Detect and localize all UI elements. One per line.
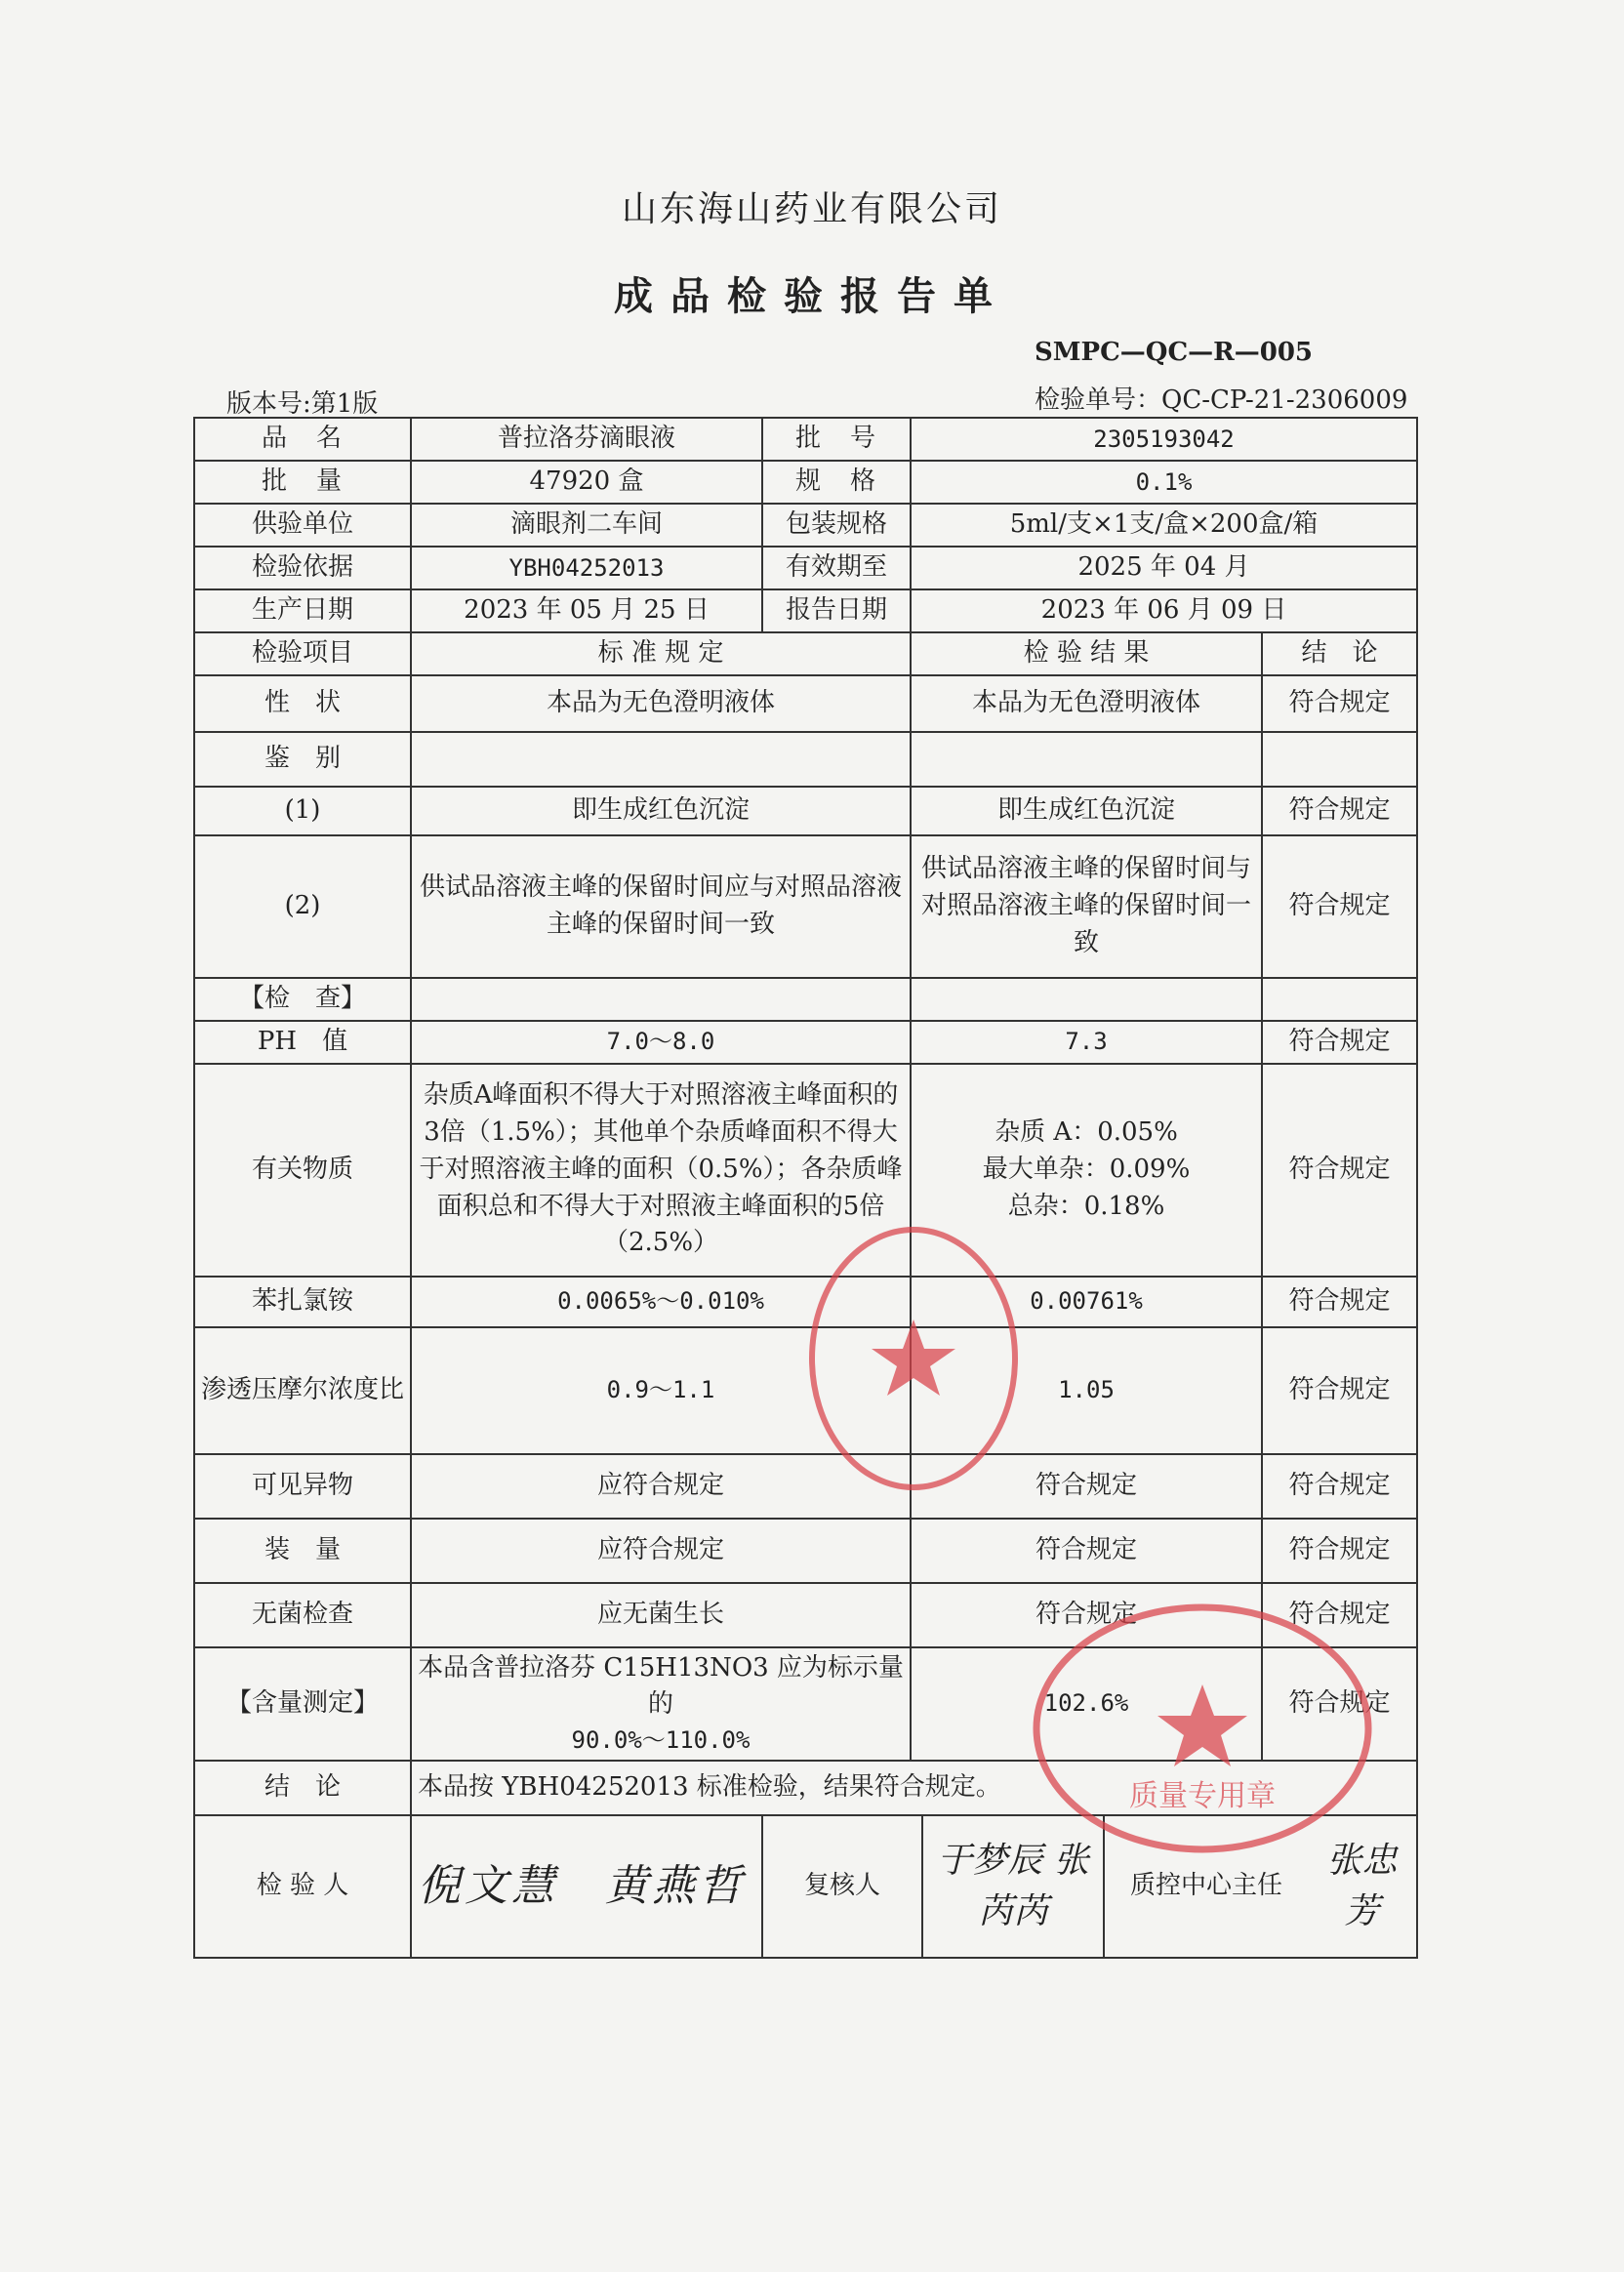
result-cell: 即生成红色沉淀 xyxy=(911,787,1262,835)
spec-value: 0.1% xyxy=(911,461,1417,504)
table-row xyxy=(194,978,1417,1021)
standard-cell xyxy=(411,978,911,1021)
conclusion-cell: 符合规定 xyxy=(1262,1021,1417,1064)
conclusion-cell: 符合规定 xyxy=(1262,1327,1417,1454)
item-cell: 鉴 别 xyxy=(194,732,411,787)
result-cell: 符合规定 xyxy=(911,1454,1262,1519)
version-number: 版本号:第1版 xyxy=(226,389,379,419)
result-cell: 1.05 xyxy=(911,1327,1262,1454)
conclusion-cell: 符合规定 xyxy=(1262,1454,1417,1519)
result-cell: 符合规定 xyxy=(911,1519,1262,1583)
item-cell: 可见异物 xyxy=(194,1454,411,1519)
supplier-label: 供验单位 xyxy=(194,504,411,547)
standard-cell: 供试品溶液主峰的保留时间应与对照品溶液主峰的保留时间一致 xyxy=(411,835,911,978)
table-row xyxy=(194,589,1417,632)
item-cell: 性 状 xyxy=(194,675,411,732)
expiry-label: 有效期至 xyxy=(762,547,911,589)
conclusion-cell: 符合规定 xyxy=(1262,1647,1417,1761)
item-cell: 有关物质 xyxy=(194,1064,411,1277)
conclusion-cell: 符合规定 xyxy=(1262,787,1417,835)
expiry-value: 2025 年 04 月 xyxy=(911,547,1417,589)
conclusion-cell: 符合规定 xyxy=(1262,835,1417,978)
column-header-result: 检 验 结 果 xyxy=(911,632,1262,675)
result-cell xyxy=(911,978,1262,1021)
director-signature: 张忠芳 xyxy=(1326,1840,1398,1931)
column-header-item: 检验项目 xyxy=(194,632,411,675)
conclusion-cell: 符合规定 xyxy=(1262,675,1417,732)
table-row xyxy=(194,547,1417,589)
final-conclusion-text: 本品按 YBH04252013 标准检验，结果符合规定。 xyxy=(411,1761,1417,1815)
table-row xyxy=(194,1021,1417,1064)
item-cell: 结 论 xyxy=(194,1761,411,1815)
basis-value: YBH04252013 xyxy=(411,547,762,589)
table-row xyxy=(194,1647,1417,1761)
package-label: 包装规格 xyxy=(762,504,911,547)
standard-cell: 应符合规定 xyxy=(411,1454,911,1519)
package-value: 5ml/支×1支/盒×200盒/箱 xyxy=(911,504,1417,547)
standard-cell xyxy=(411,1647,911,1761)
table-row xyxy=(194,1064,1417,1277)
table-row xyxy=(194,1454,1417,1519)
batch-no-label: 批 号 xyxy=(762,418,911,461)
item-cell: 【含量测定】 xyxy=(194,1647,411,1761)
signature-row xyxy=(194,1815,1417,1958)
standard-cell: 应无菌生长 xyxy=(411,1583,911,1647)
spec-label: 规 格 xyxy=(762,461,911,504)
inspector-signature xyxy=(411,1815,762,1958)
report-date-label: 报告日期 xyxy=(762,589,911,632)
reviewer-signature: 于梦辰 张芮芮 xyxy=(922,1816,1104,1957)
document-code: SMPC—QC—R—005 xyxy=(1035,338,1314,367)
item-cell: (2) xyxy=(194,835,411,978)
result-cell: 供试品溶液主峰的保留时间与对照品溶液主峰的保留时间一致 xyxy=(911,835,1262,978)
item-cell: (1) xyxy=(194,787,411,835)
supplier-value: 滴眼剂二车间 xyxy=(411,504,762,547)
assay-standard-line-2: 90.0%～110.0% xyxy=(571,1726,751,1755)
item-cell: 苯扎氯铵 xyxy=(194,1277,411,1327)
table-row xyxy=(194,835,1417,978)
batch-no-value: 2305193042 xyxy=(911,418,1417,461)
signature-subcell xyxy=(762,1815,1417,1958)
table-row xyxy=(194,1277,1417,1327)
standard-cell: 杂质A峰面积不得大于对照溶液主峰面积的3倍（1.5%）；其他单个杂质峰面积不得大于对照溶液主峰的面积（0.5%）；各杂质峰面积总和不得大于对照液主峰面积的5倍（2.5%） xyxy=(411,1064,911,1277)
company-name: 山东海山药业有限公司 xyxy=(621,189,1002,229)
table-row xyxy=(194,461,1417,504)
conclusion-cell: 符合规定 xyxy=(1262,1064,1417,1277)
company-seal-label: 质量专用章 xyxy=(1129,1779,1276,1813)
standard-cell: 应符合规定 xyxy=(411,1519,911,1583)
standard-cell: 即生成红色沉淀 xyxy=(411,787,911,835)
result-cell xyxy=(911,1064,1262,1277)
table-row xyxy=(194,675,1417,732)
result-impurity-total: 总杂：0.18% xyxy=(1007,1191,1165,1221)
table-row xyxy=(194,1327,1417,1454)
table-row xyxy=(194,732,1417,787)
result-cell: 符合规定 xyxy=(911,1583,1262,1647)
report-date-value: 2023 年 06 月 09 日 xyxy=(911,589,1417,632)
standard-cell: 0.0065%～0.010% xyxy=(411,1277,911,1327)
product-value: 普拉洛芬滴眼液 xyxy=(411,418,762,461)
standard-cell xyxy=(411,732,911,787)
item-cell: 【检 查】 xyxy=(194,978,411,1021)
conclusion-cell: 符合规定 xyxy=(1262,1277,1417,1327)
column-header-conclusion: 结 论 xyxy=(1262,632,1417,675)
table-row xyxy=(194,418,1417,461)
table-row xyxy=(194,1761,1417,1815)
inspection-table xyxy=(193,417,1418,1959)
batch-qty-label: 批 量 xyxy=(194,461,411,504)
result-impurity-a: 杂质 A：0.05% xyxy=(995,1117,1178,1148)
conclusion-cell xyxy=(1262,978,1417,1021)
column-header-row xyxy=(194,632,1417,675)
result-cell: 0.00761% xyxy=(911,1277,1262,1327)
result-cell: 102.6% xyxy=(911,1647,1262,1761)
item-cell: 无菌检查 xyxy=(194,1583,411,1647)
result-cell xyxy=(911,732,1262,787)
product-label: 品 名 xyxy=(194,418,411,461)
batch-qty-value: 47920 盒 xyxy=(411,461,762,504)
standard-cell: 0.9～1.1 xyxy=(411,1327,911,1454)
inspector-label: 检 验 人 xyxy=(194,1815,411,1958)
conclusion-cell: 符合规定 xyxy=(1262,1519,1417,1583)
reviewer-label: 复核人 xyxy=(763,1816,922,1957)
conclusion-cell xyxy=(1262,732,1417,787)
result-cell: 7.3 xyxy=(911,1021,1262,1064)
basis-label: 检验依据 xyxy=(194,547,411,589)
prod-date-value: 2023 年 05 月 25 日 xyxy=(411,589,762,632)
item-cell: 装 量 xyxy=(194,1519,411,1583)
item-cell: PH 值 xyxy=(194,1021,411,1064)
result-cell: 本品为无色澄明液体 xyxy=(911,675,1262,732)
prod-date-label: 生产日期 xyxy=(194,589,411,632)
standard-cell: 本品为无色澄明液体 xyxy=(411,675,911,732)
inspector-names: 倪文慧 黄燕哲 xyxy=(418,1860,746,1911)
conclusion-cell: 符合规定 xyxy=(1262,1583,1417,1647)
standard-cell: 7.0～8.0 xyxy=(411,1021,911,1064)
report-title: 成品检验报告单 xyxy=(614,273,1010,319)
result-impurity-max: 最大单杂：0.09% xyxy=(982,1154,1191,1184)
column-header-standard: 标 准 规 定 xyxy=(411,632,911,675)
table-row xyxy=(194,1583,1417,1647)
signature-subtable xyxy=(763,1816,1416,1957)
item-cell: 渗透压摩尔浓度比 xyxy=(194,1327,411,1454)
table-row xyxy=(194,504,1417,547)
table-row xyxy=(194,787,1417,835)
director-label: 质控中心主任 xyxy=(1129,1871,1282,1901)
assay-standard-line-1: 本品含普拉洛芬 C15H13NO3 应为标示量的 xyxy=(418,1652,904,1720)
table-row xyxy=(194,1519,1417,1583)
inspection-number: 检验单号：QC-CP-21-2306009 xyxy=(1035,385,1408,415)
